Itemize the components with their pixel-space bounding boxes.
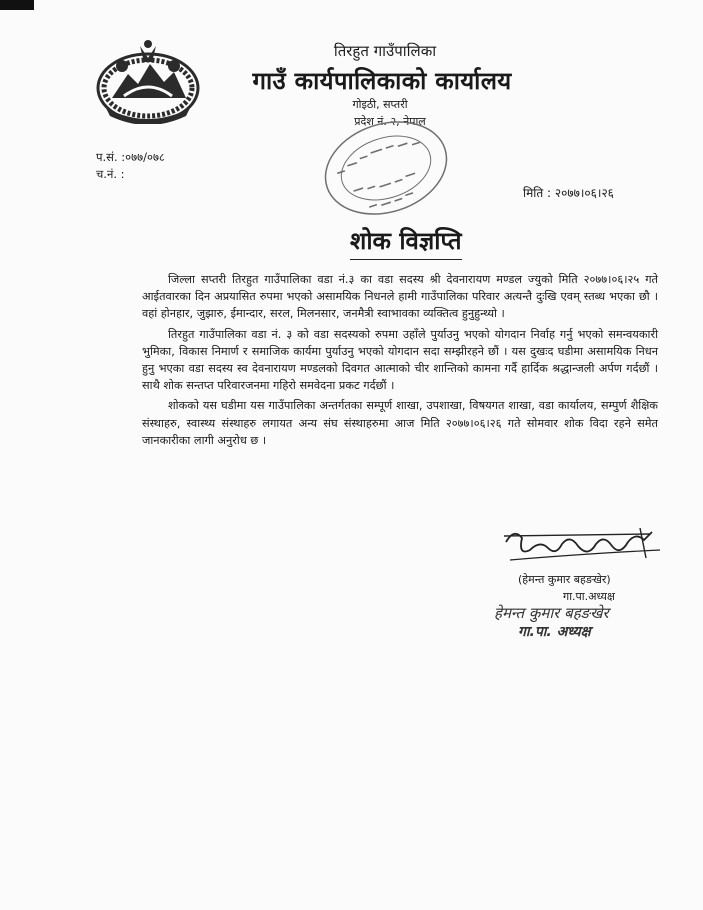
letter-date: मिति : २०७७।०६।२६ bbox=[523, 186, 614, 200]
scan-corner-mark bbox=[0, 0, 34, 10]
office-title: गाउँ कार्यपालिकाको कार्यालय bbox=[252, 67, 512, 95]
paragraph: जिल्ला सप्तरी तिरहुत गाउँपालिका वडा नं.३ का वडा सदस्य श्री देवनारायण मण्डल ज्युको मिति २०७७।०६।२५ गते आईतवारका दिन अप्रयासित रुपमा भएको असामयिक निधनले हामी गाउँपालिका परिवार अत्यन्तै दुःखि एवम् स्तब्ध भएका छौ । वहां होनहार, जुझारु, ईमान्दार, सरल, मिलनसार, जनमैत्री स्वाभावका व्यक्तित्व हुनुहुन्थ्यो । bbox=[142, 273, 658, 321]
paragraph: शोकको यस घडीमा यस गाउँपालिका अन्तर्गतका सम्पूर्ण शाखा, उपशाखा, विषयगत शाखा, वडा कार्यालय, सम्पुर्ण शैक्षिक संस्थाहरु, स्वास्थ्य संस्थाहरु लगायत अन्य संघ संस्थाहरुमा आज मिति २०७७।०६।२६ गते सोमवार शोक विदा रहने समेत जानकारीका लागी अनुरोध छ । bbox=[142, 399, 658, 447]
office-province: प्रदेश नं. २, नेपाल bbox=[354, 115, 426, 128]
rural-municipality-name: तिरहुत गाउँपालिका bbox=[333, 42, 437, 60]
office-location: गोइठी, सप्तरी bbox=[352, 98, 408, 111]
dispatch-number: च.नं. : bbox=[96, 167, 125, 181]
letter-body bbox=[142, 271, 658, 452]
nepal-emblem-logo bbox=[94, 38, 202, 124]
handwritten-signature bbox=[500, 520, 665, 570]
signatory-name: (हेमन्त कुमार बहङखेर) bbox=[518, 573, 611, 586]
paragraph: तिरहुत गाउँपालिका वडा नं. ३ को वडा सदस्यको रुपमा उहाँले पुर्याउनु भएको योगदान निर्वाह गर्नु भएको समन्वयकारी भुमिका, विकास निमार्ण र समाजिक कार्यमा पुर्याउनु भएको योगदान सदा सम्झीरहने छौं । यस दुखःद घडीमा असामयिक निधन हुनु भएका वडा सदस्य स्व देवनारायण मण्डलको दिवगत आत्माको चीर शान्तिको कामना गर्दै हार्दिक श्रद्धान्जली अर्पण गर्दछौं । साथै शोक सन्तप्त परिवारजनमा गहिरो समवेदना प्रकट गर्दछौं । bbox=[142, 327, 658, 393]
office-stamp bbox=[318, 118, 454, 218]
name-seal: हेमन्त कुमार बहङखेर bbox=[494, 604, 609, 622]
reference-number: प.सं. :०७७/०७८ bbox=[96, 150, 165, 164]
signatory-title: गा.पा.अध्यक्ष bbox=[563, 590, 615, 603]
condolence-heading: शोक विज्ञप्ति bbox=[350, 224, 462, 260]
title-seal: गा.पा. अध्यक्ष bbox=[518, 624, 591, 640]
